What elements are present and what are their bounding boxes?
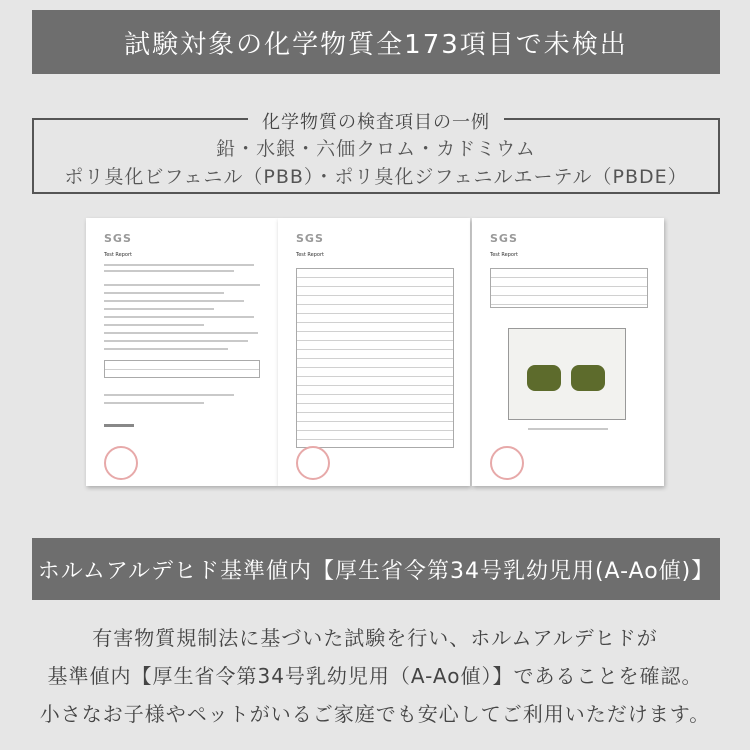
table-row — [297, 314, 453, 323]
text-line — [104, 332, 258, 334]
seal-stamp — [490, 446, 524, 480]
table-row — [491, 278, 647, 287]
text-line — [104, 284, 260, 286]
sample-item — [527, 365, 561, 391]
table-row — [297, 386, 453, 395]
text-line — [104, 402, 204, 404]
table-row — [297, 350, 453, 359]
report-header: Test Report — [296, 252, 325, 258]
table-row — [297, 287, 453, 296]
text-line — [104, 264, 254, 266]
table-row — [297, 296, 453, 305]
table-row — [297, 395, 453, 404]
substance-table — [296, 268, 454, 448]
text-line — [104, 300, 244, 302]
text-line — [104, 324, 204, 326]
text-line — [104, 394, 234, 396]
table-row — [105, 361, 259, 370]
example-title: 化学物質の検査項目の一例 — [248, 108, 504, 134]
table-row — [297, 323, 453, 332]
sgs-logo: SGS — [296, 232, 324, 245]
text-line — [104, 340, 248, 342]
summary-table — [104, 360, 260, 378]
table-row — [297, 332, 453, 341]
description-line-3: 小さなお子様やペットがいるご家庭でも安心してご利用いただけます。 — [39, 702, 711, 726]
table-row — [297, 377, 453, 386]
table-row — [297, 305, 453, 314]
description-line-1: 有害物質規制法に基づいた試験を行い、ホルムアルデヒドが — [92, 626, 658, 650]
table-row — [297, 278, 453, 287]
test-report-page-1 — [86, 218, 278, 486]
top-banner-text: 試験対象の化学物質全173項目で未検出 — [124, 29, 628, 60]
test-report-page-3 — [472, 218, 664, 486]
seal-stamp — [296, 446, 330, 480]
table-row — [491, 296, 647, 305]
formaldehyde-banner-text: ホルムアルデヒド基準値内【厚生省令第34号乳幼児用(A-Ao値)】 — [37, 558, 715, 584]
table-row — [297, 341, 453, 350]
text-line — [528, 428, 608, 430]
top-banner — [32, 10, 720, 74]
table-row — [297, 404, 453, 413]
formaldehyde-banner — [32, 538, 720, 600]
text-line — [104, 348, 228, 350]
text-line — [104, 316, 254, 318]
sample-item — [571, 365, 605, 391]
example-line-2: ポリ臭化ビフェニル（PBB）・ポリ臭化ジフェニルエーテル（PBDE） — [64, 166, 688, 188]
sample-photo — [508, 328, 626, 420]
report-header: Test Report — [490, 252, 519, 258]
table-row — [297, 359, 453, 368]
table-row — [297, 431, 453, 440]
sgs-logo: SGS — [490, 232, 518, 245]
example-line-1: 鉛・水銀・六価クロム・カドミウム — [216, 138, 536, 160]
table-row — [297, 413, 453, 422]
table-row — [491, 269, 647, 278]
report-header: Test Report — [104, 252, 133, 258]
test-report-page-2 — [278, 218, 470, 486]
example-box — [32, 112, 720, 194]
text-line — [104, 308, 214, 310]
description-line-2: 基準値内【厚生省令第34号乳幼児用（A-Ao値）】であることを確認。 — [47, 664, 703, 688]
table-row — [297, 422, 453, 431]
signature — [104, 424, 134, 427]
substance-table — [490, 268, 648, 308]
text-line — [104, 292, 224, 294]
seal-stamp — [104, 446, 138, 480]
test-report-documents — [0, 214, 750, 489]
table-row — [297, 368, 453, 377]
sgs-logo: SGS — [104, 232, 132, 245]
text-line — [104, 270, 234, 272]
table-row — [491, 287, 647, 296]
table-row — [297, 269, 453, 278]
